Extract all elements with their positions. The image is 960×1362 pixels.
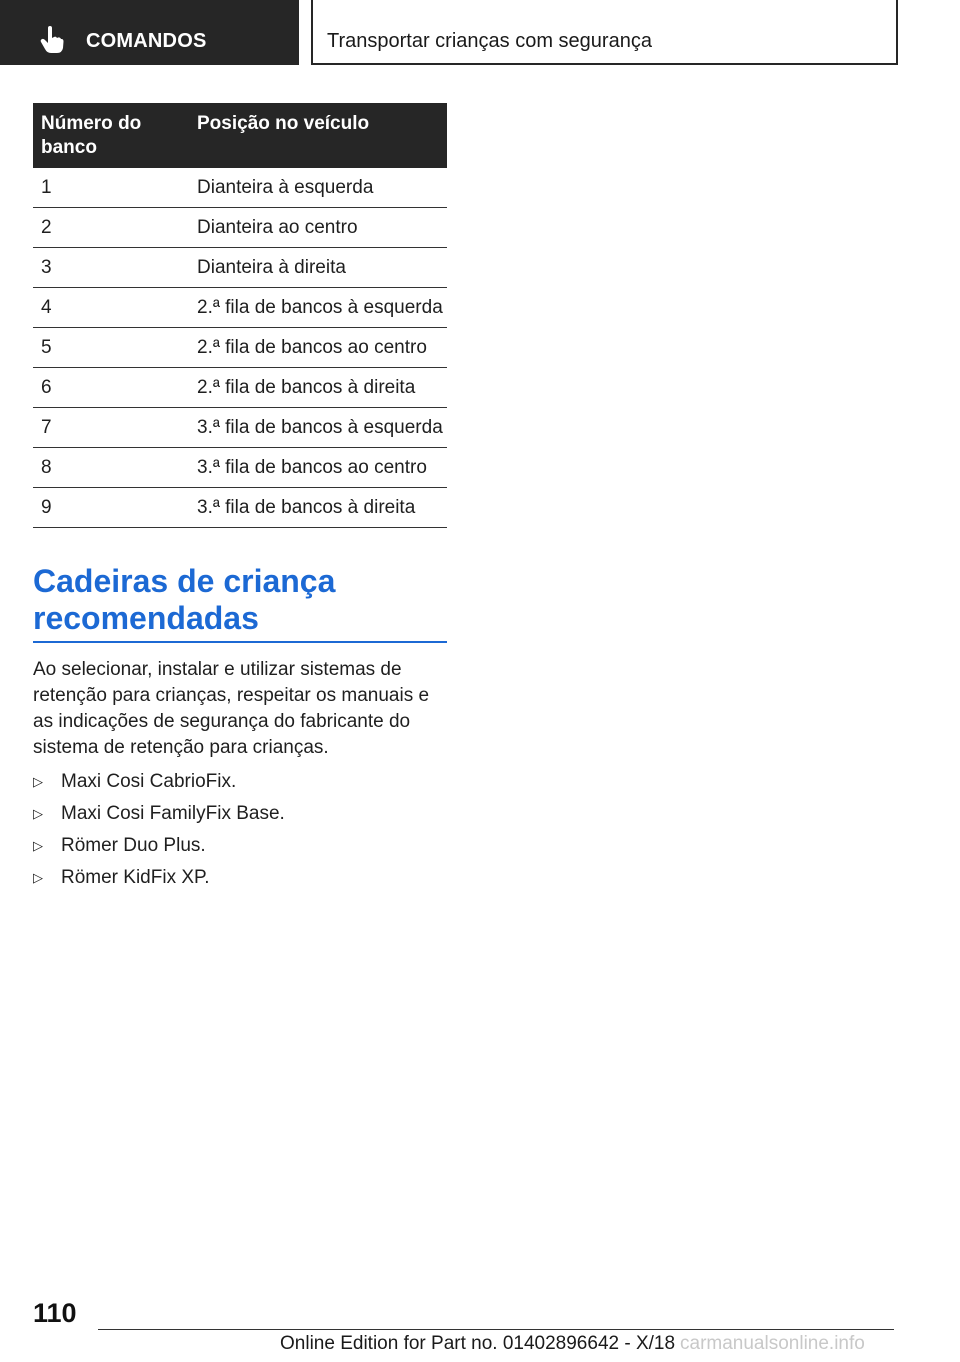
section-title: Cadeiras de criança recomendadas — [33, 563, 447, 643]
seat-number-cell: 8 — [33, 448, 189, 488]
list-item-label: Römer KidFix XP. — [61, 867, 210, 888]
table-row — [33, 328, 447, 368]
seat-position-cell: 3.ª fila de bancos à esquerda — [189, 408, 447, 448]
seat-number-cell: 4 — [33, 288, 189, 328]
table-row — [33, 288, 447, 328]
table-row — [33, 368, 447, 408]
table-row — [33, 408, 447, 448]
triangle-bullet-icon: ▷ — [33, 838, 43, 853]
table-header-row — [33, 103, 447, 168]
header-chapter-box — [311, 0, 898, 65]
seat-number-cell: 6 — [33, 368, 189, 408]
table-row — [33, 488, 447, 528]
table-row — [33, 168, 447, 208]
seat-position-cell: 2.ª fila de bancos à direita — [189, 368, 447, 408]
header-section-title: COMANDOS — [86, 30, 207, 52]
seat-number-cell: 2 — [33, 208, 189, 248]
seat-number-cell: 1 — [33, 168, 189, 208]
triangle-bullet-icon: ▷ — [33, 870, 43, 885]
footer-divider — [98, 1329, 894, 1330]
seat-position-cell: 2.ª fila de bancos à esquerda — [189, 288, 447, 328]
seat-number-cell: 7 — [33, 408, 189, 448]
column-header-position: Posição no veículo — [189, 103, 447, 168]
header-chapter-title: Transportar crianças com segurança — [327, 30, 652, 52]
triangle-bullet-icon: ▷ — [33, 806, 43, 821]
list-item — [33, 766, 447, 798]
table-row — [33, 208, 447, 248]
triangle-bullet-icon: ▷ — [33, 774, 43, 789]
seat-number-cell: 5 — [33, 328, 189, 368]
seat-position-table — [33, 103, 447, 528]
list-item-label: Maxi Cosi FamilyFix Base. — [61, 803, 285, 824]
column-header-seat-number: Número do banco — [33, 103, 189, 168]
table-row — [33, 448, 447, 488]
recommended-seats-list — [33, 766, 447, 894]
list-item — [33, 862, 447, 894]
list-item — [33, 798, 447, 830]
seat-position-cell: Dianteira à direita — [189, 248, 447, 288]
page-number: 110 — [33, 1298, 77, 1328]
list-item — [33, 830, 447, 862]
list-item-label: Römer Duo Plus. — [61, 835, 206, 856]
watermark-text: carmanualsonline.info — [680, 1333, 865, 1354]
header-section-tab — [0, 0, 299, 65]
footer-edition-text: Online Edition for Part no. 01402896642 - X/18 — [280, 1333, 676, 1354]
table-row — [33, 248, 447, 288]
section-intro-text: Ao selecionar, instalar e utilizar sistemas de retenção para crianças, respeitar os manuais e as indicações de segurança do fabricante do sistema de retenção para crianças. — [33, 659, 430, 758]
seat-position-cell: Dianteira à esquerda — [189, 168, 447, 208]
seat-position-cell: Dianteira ao centro — [189, 208, 447, 248]
list-item-label: Maxi Cosi CabrioFix. — [61, 771, 237, 792]
seat-position-cell: 3.ª fila de bancos à direita — [189, 488, 447, 528]
seat-number-cell: 9 — [33, 488, 189, 528]
seat-position-cell: 2.ª fila de bancos ao centro — [189, 328, 447, 368]
seat-position-cell: 3.ª fila de bancos ao centro — [189, 448, 447, 488]
seat-number-cell: 3 — [33, 248, 189, 288]
hand-pointer-icon — [40, 26, 64, 54]
